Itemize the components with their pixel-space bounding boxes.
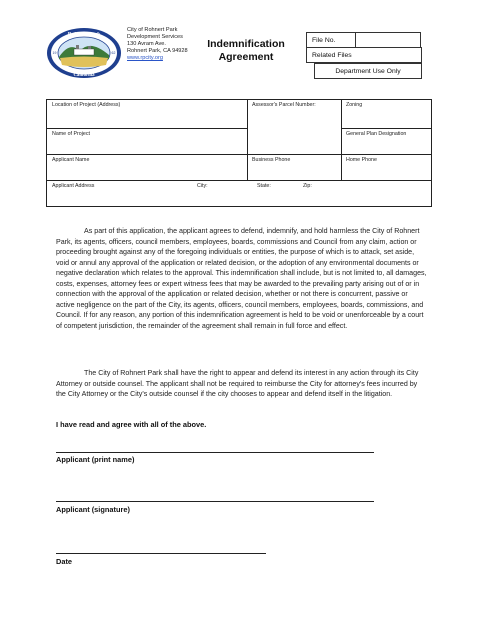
seal-top-text: Rohnert Park	[67, 31, 101, 38]
title-line-2: Agreement	[218, 51, 274, 63]
city-defense-paragraph: The City of Rohnert Park shall have the right to appear and defend its interest in any action through its City Attorney or outside counsel. The applicant shall not be required to reimburse the City for attorney's fees incurred by the City Attorney or the City's outside counsel if the city chooses to appear and defend itself in the litigation.	[56, 369, 419, 398]
signature-label: Applicant (signature)	[56, 505, 130, 514]
print-name-line[interactable]	[56, 452, 374, 453]
grid-divider	[247, 100, 248, 180]
grid-divider	[341, 100, 342, 180]
seal-year-left: 19	[52, 51, 57, 55]
website-link[interactable]: www.rpcity.org	[127, 55, 163, 61]
file-no-label: File No.	[306, 32, 356, 48]
grid-divider	[341, 128, 432, 129]
print-name-label: Applicant (print name)	[56, 455, 135, 464]
signature-line[interactable]	[56, 501, 374, 502]
document-title	[196, 38, 296, 64]
seal-bottom-text: California	[73, 73, 95, 78]
grid-divider	[47, 180, 432, 181]
city-seal-logo	[46, 27, 122, 79]
home-phone-label: Home Phone	[346, 157, 377, 163]
agreement-statement: I have read and agree with all of the above.	[56, 420, 207, 429]
state-label: State:	[257, 183, 271, 189]
zoning-label: Zoning	[346, 102, 363, 108]
department-use-label: Department Use Only	[314, 63, 422, 79]
applicant-address-label: Applicant Address	[52, 183, 95, 189]
applicant-name-label: Applicant Name	[52, 157, 90, 163]
address-line-4: Rohnert Park, CA 94928	[127, 48, 188, 54]
title-line-1: Indemnification	[207, 38, 285, 50]
plan-designation-label: General Plan Designation	[346, 131, 407, 137]
address-line-1: City of Rohnert Park	[127, 27, 178, 33]
seal-year-right: 62	[111, 51, 116, 55]
address-block	[127, 27, 188, 62]
zip-label: Zip:	[303, 183, 312, 189]
related-files-field[interactable]: Related Files	[306, 47, 422, 63]
parcel-label: Assessor's Parcel Number:	[252, 102, 316, 108]
business-phone-label: Business Phone	[252, 157, 291, 163]
date-line[interactable]	[56, 553, 266, 554]
city-label: City:	[197, 183, 208, 189]
location-label: Location of Project (Address)	[52, 102, 121, 108]
project-info-grid	[46, 99, 432, 207]
address-line-2: Development Services	[127, 34, 183, 40]
address-line-3: 130 Avram Ave.	[127, 41, 166, 47]
project-name-label: Name of Project	[52, 131, 90, 137]
indemnification-paragraph: As part of this application, the applicant agrees to defend, indemnify, and hold harmless the City of Rohnert Park, its agents, officers, council members, employees, boards, commissions and Council from any claim, action or proceeding brought against any of the foregoing individuals or entities, the purpose of which is to attack, set aside, void or annul any approval of the application or related decision, or the adoption of any environmental documents or negative declaration which relates to the approval. This indemnification shall include, but is not limited to, all damages, costs, expenses, attorney fees or expert witness fees that may be awarded to the prevailing party arising out of or in connection with the approval of the application or related decision, whether or not there is concurrent, passive or active negligence on the part of the City, its agents, officers, council members, employees, boards, commissions, and Council. If for any reason, any portion of this indemnification agreement is held to be void or unenforceable by a court of competent jurisdiction, the remainder of the agreement shall remain in full force and effect.	[56, 227, 427, 330]
date-label: Date	[56, 557, 73, 566]
grid-divider	[47, 128, 247, 129]
grid-divider	[47, 154, 432, 155]
file-no-field[interactable]	[355, 32, 421, 48]
